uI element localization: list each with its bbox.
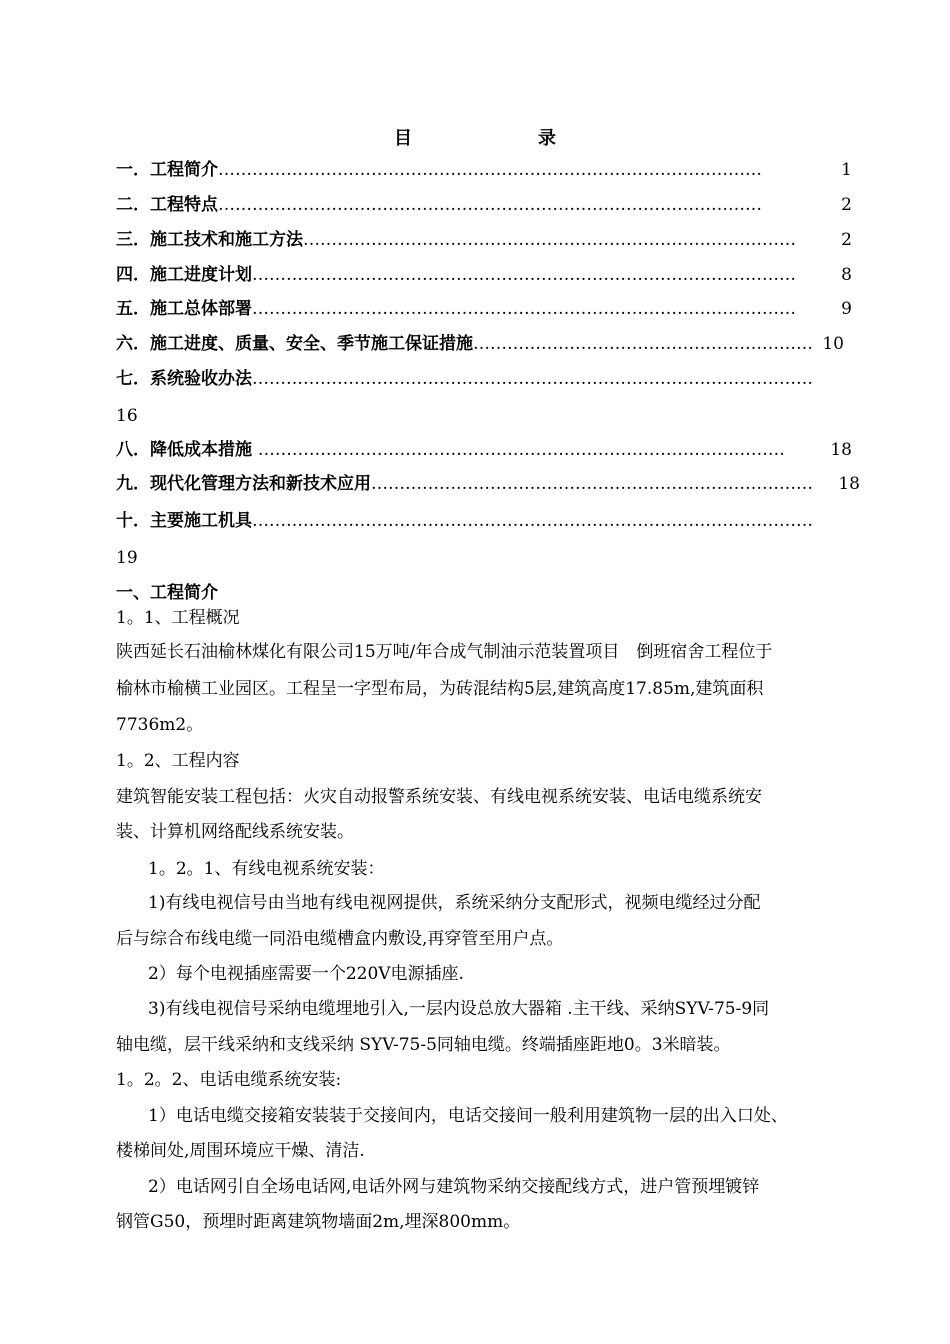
- toc-item-page: 2: [841, 230, 852, 250]
- toc-item-label: 十．主要施工机具: [116, 511, 252, 531]
- paragraph-line: 钢管G50，预埋时距离建筑物墙面2m,埋深800mm。: [116, 1212, 521, 1232]
- paragraph-line: 轴电缆，层干线采纳和支线采纳 SYV-75-5同轴电缆。终端插座距地0。3米暗装。: [116, 1035, 731, 1055]
- toc-item[interactable]: [116, 332, 844, 356]
- toc-item-page: 9: [841, 299, 852, 319]
- toc-item[interactable]: [116, 367, 860, 391]
- toc-item-dots: ……………………………………………………………………………………: [252, 299, 796, 319]
- subsection-heading: 1。2。1、有线电视系统安装：: [148, 859, 385, 879]
- toc-item-dots: ……………………………………………………………………………………: [218, 195, 762, 215]
- toc-item-dots: ……………………………………………………………………: [371, 474, 813, 494]
- paragraph-line: 装、计算机网络配线系统安装。: [116, 822, 354, 842]
- paragraph-line: 1）电话电缆交接箱安装装于交接间内，电话交接间一般利用建筑物一层的出入口处、: [148, 1106, 788, 1126]
- toc-item-label: 三．施工技术和施工方法: [116, 230, 303, 250]
- toc-item-label: 一．工程简介: [116, 160, 218, 180]
- paragraph-line: 3)有线电视信号采纳电缆埋地引入,一层内设总放大器箱 .主干线、采纳SYV-75-9同: [148, 999, 770, 1019]
- paragraph-line: 2）每个电视插座需要一个220V电源插座.: [148, 964, 464, 984]
- subsection-heading: 1。1、工程概况: [116, 608, 240, 628]
- toc-item-page: 10: [822, 334, 844, 354]
- toc-item-page: 8: [841, 265, 852, 285]
- toc-item-dots: ……………………………………………………………………………………: [218, 160, 762, 180]
- toc-item-page[interactable]: 16: [116, 406, 138, 426]
- toc-item-label: 七．系统验收办法: [116, 369, 252, 389]
- toc-item-page[interactable]: 19: [116, 548, 138, 568]
- toc-item-label: 四．施工进度计划: [116, 265, 252, 285]
- toc-item[interactable]: [116, 263, 852, 287]
- toc-item-label: 六．施工进度、质量、安全、季节施工保证措施: [116, 334, 473, 354]
- paragraph-line: 陕西延长石油榆林煤化有限公司15万吨/年合成气制油示范装置项目 倒班宿舍工程位于: [116, 642, 773, 662]
- paragraph-line: 楼梯间处,周围环境应干燥、清洁.: [116, 1141, 365, 1161]
- toc-item-dots: …………………………………………………………………………………: [257, 440, 785, 460]
- toc-item-dots: ……………………………………………………: [473, 334, 813, 354]
- toc-item[interactable]: [116, 509, 860, 533]
- paragraph-line: 2）电话网引自全场电话网,电话外网与建筑物采纳交接配线方式，进户管预埋镀锌: [148, 1177, 760, 1197]
- toc-item-dots: ………………………………………………………………………………………: [252, 369, 813, 389]
- toc-item-page: 1: [841, 160, 852, 180]
- toc-item[interactable]: [116, 438, 852, 462]
- toc-item-page: 18: [830, 440, 852, 460]
- section-heading: 一、工程简介: [116, 583, 218, 603]
- paragraph-line: 7736m2。: [116, 715, 204, 735]
- toc-item-label: 八．降低成本措施: [116, 440, 258, 460]
- paragraph-line: 后与综合布线电缆一同沿电缆槽盒内敷设,再穿管至用户点。: [116, 929, 564, 949]
- toc-item-page: 2: [841, 195, 852, 215]
- toc-item-label: 九．现代化管理方法和新技术应用: [116, 474, 371, 494]
- toc-item[interactable]: [116, 193, 852, 217]
- paragraph-line: 1)有线电视信号由当地有线电视网提供，系统采纳分支配形式，视频电缆经过分配: [148, 893, 761, 913]
- toc-item-dots: ………………………………………………………………………………………: [252, 511, 813, 531]
- toc-item-dots: ……………………………………………………………………………: [303, 230, 796, 250]
- toc-item-page: 18: [838, 474, 860, 494]
- toc-item[interactable]: [116, 472, 860, 496]
- toc-item-label: 五．施工总体部署: [116, 299, 252, 319]
- toc-title: 目 录: [394, 128, 586, 149]
- toc-item-label: 二．工程特点: [116, 195, 218, 215]
- toc-item-dots: ……………………………………………………………………………………: [252, 265, 796, 285]
- toc-item[interactable]: [116, 297, 852, 321]
- paragraph-line: 建筑智能安装工程包括：火灾自动报警系统安装、有线电视系统安装、电话电缆系统安: [116, 787, 762, 807]
- subsection-heading: 1。2。2、电话电缆系统安装:: [116, 1070, 342, 1090]
- paragraph-line: 榆林市榆横工业园区。工程呈一字型布局，为砖混结构5层,建筑高度17.85m,建筑面积: [116, 679, 764, 699]
- subsection-heading: 1。2、工程内容: [116, 751, 240, 771]
- toc-item[interactable]: [116, 228, 852, 252]
- toc-item[interactable]: [116, 158, 852, 182]
